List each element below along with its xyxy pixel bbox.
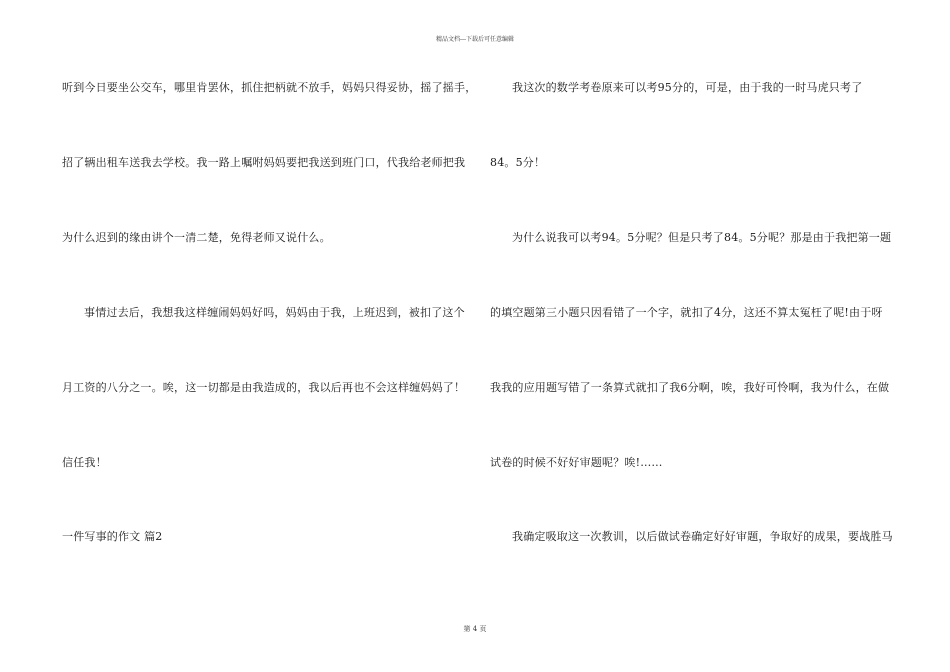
paragraph-line: 我我的应用题写错了一条算式就扣了我6分啊，唉，我好可怜啊，我为什么，在做 <box>490 381 890 394</box>
page-header: 精品文档---下载后可任意编辑 <box>435 36 515 43</box>
paragraph-line: 月工资的八分之一。唉，这一切都是由我造成的，我以后再也不会这样缠妈妈了！ <box>62 381 466 394</box>
paragraph-line: 为什么迟到的缘由讲个一清二楚，免得老师又说什么。 <box>62 231 331 244</box>
paragraph-line: 84。5分！ <box>490 156 546 169</box>
paragraph-line: 信任我！ <box>62 456 107 469</box>
section-heading: 一件写事的作文 篇2 <box>62 530 163 543</box>
paragraph-line: 我这次的数学考卷原来可以考95分的，可是，由于我的一时马虎只考了 <box>512 81 863 94</box>
paragraph-line: 我确定吸取这一次教训，以后做试卷确定好好审题，争取好的成果，要战胜马 <box>512 530 893 543</box>
page-number: 第 4 页 <box>463 625 487 633</box>
paragraph-line: 试卷的时候不好好审题呢？唉!…… <box>490 456 663 469</box>
paragraph-line: 的填空题第三小题只因看错了一个字，就扣了4分，这还不算太冤枉了呢!由于呀 <box>490 306 883 319</box>
paragraph-line: 招了辆出租车送我去学校。我一路上嘱咐妈妈要把我送到班门口，代我给老师把我 <box>62 156 466 169</box>
paragraph-line: 为什么说我可以考94。5分呢？但是只考了84。5分呢？那是由于我把第一题 <box>512 231 892 244</box>
paragraph-line: 听到今日要坐公交车，哪里肯罢休，抓住把柄就不放手，妈妈只得妥协，摇了摇手， <box>62 81 477 94</box>
paragraph-line: 事情过去后，我想我这样缠闹妈妈好吗，妈妈由于我，上班迟到，被扣了这个 <box>84 306 465 319</box>
